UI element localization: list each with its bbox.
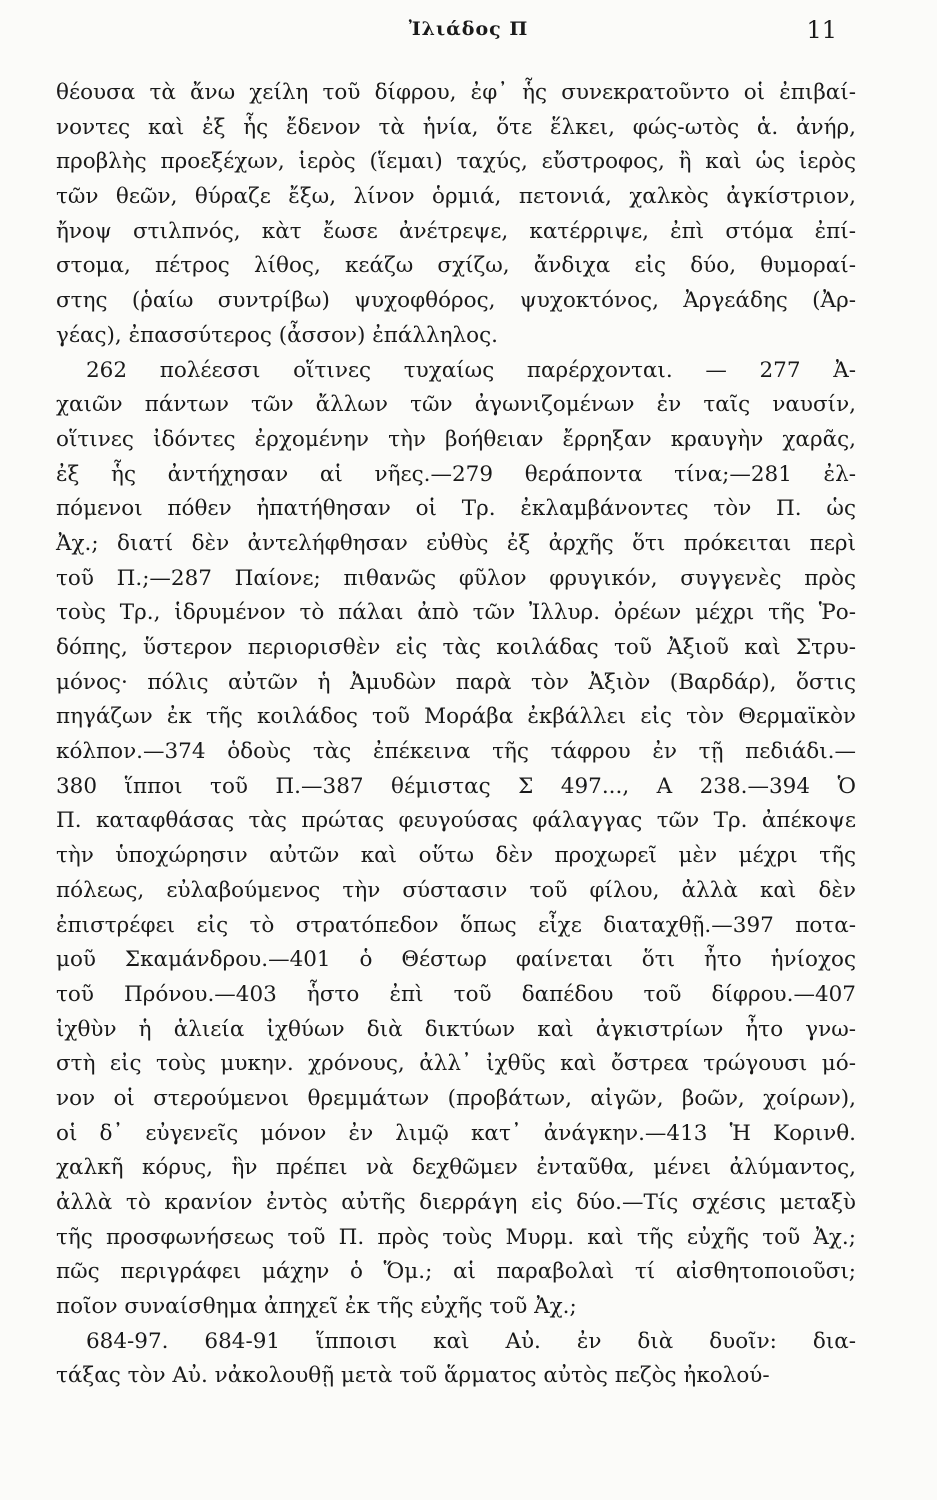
text-line: τοὺς Τρ., ἱδρυμένον τὸ πάλαι ἀπὸ τῶν Ἰλλυρ. ὀρέων μέχρι τῆς Ῥο- xyxy=(56,600,856,626)
text-line: ἐξ ἧς ἀντήχησαν αἱ νῆες.—279 θεράποντα τίνα;—281 ἐλ- xyxy=(56,461,856,487)
text-line: πῶς περιγράφει μάχην ὁ Ὅμ.; αἱ παραβολαὶ τί αἰσθητοποιοῦσι; xyxy=(56,1259,856,1285)
text-line: πόμενοι πόθεν ἠπατήθησαν οἱ Τρ. ἐκλαμβάνοντες τὸν Π. ὡς xyxy=(56,496,856,522)
text-line: θέουσα τὰ ἄνω χείλη τοῦ δίφρου, ἐφ᾽ ἧς συνεκρατοῦντο οἱ ἐπιβαί- xyxy=(56,80,856,105)
text-line: 684-97. 684-91 ἵπποισι καὶ Αὐ. ἐν διὰ δυοῖν: δια- xyxy=(86,1328,856,1354)
text-line: ἐπιστρέφει εἰς τὸ στρατόπεδον ὅπως εἶχε διαταχθῇ.—397 ποτα- xyxy=(56,912,856,938)
text-line: δόπης, ὕστερον περιορισθὲν εἰς τὰς κοιλάδας τοῦ Ἀξιοῦ καὶ Στρυ- xyxy=(56,635,856,660)
page-number: 11 xyxy=(806,16,837,44)
text-line: κόλπον.—374 ὁδοὺς τὰς ἐπέκεινα τῆς τάφρου ἐν τῇ πεδιάδι.— xyxy=(56,739,856,765)
text-line: Ἀχ.; διατί δὲν ἀντελήφθησαν εὐθὺς ἐξ ἀρχῆς ὅτι πρόκειται περὶ xyxy=(56,530,856,556)
text-line: οἱ δ᾽ εὐγενεῖς μόνον ἐν λιμῷ κατ᾽ ἀνάγκην.—413 Ἡ Κορινθ. xyxy=(56,1120,856,1146)
text-line: στομα, πέτρος λίθος, κεάζω σχίζω, ἄνδιχα εἰς δύο, θυμοραί- xyxy=(56,253,856,279)
text-line: πηγάζων ἐκ τῆς κοιλάδος τοῦ Μοράβα ἐκβάλλει εἰς τὸν Θερμαϊκὸν xyxy=(56,704,856,730)
text-line: στης (ῥαίω συντρίβω) ψυχοφθόρος, ψυχοκτόνος, Ἀργεάδης (Ἀρ- xyxy=(56,288,856,314)
text-line: νοντες καὶ ἐξ ἧς ἔδενον τὰ ἡνία, ὅτε ἕλκει, φώς-ωτὸς ἁ. ἀνήρ, xyxy=(56,114,856,140)
text-line: ἰχθὺν ἡ ἁλιεία ἰχθύων διὰ δικτύων καὶ ἀγκιστρίων ἦτο γνω- xyxy=(56,1016,856,1042)
text-line: Π. καταφθάσας τὰς πρώτας φευγούσας φάλαγγας τῶν Τρ. ἀπέκοψε xyxy=(56,808,856,834)
text-line: προβλὴς προεξέχων, ἱερὸς (ἵεμαι) ταχύς, εὔστροφος, ἢ καὶ ὡς ἱερὸς xyxy=(56,149,856,175)
text-line: στὴ εἰς τοὺς μυκην. χρόνους, ἀλλ᾽ ἰχθῦς καὶ ὄστρεα τρώγουσι μό- xyxy=(56,1051,856,1077)
text-line: τῶν θεῶν, θύραζε ἔξω, λίνον ὁρμιά, πετονιά, χαλκὸς ἀγκίστριον, xyxy=(56,184,856,210)
text-line: ἤνοψ στιλπνός, κὰτ ἔωσε ἀνέτρεψε, κατέρριψε, ἐπὶ στόμα ἐπί- xyxy=(56,218,856,244)
text-line: ἀλλὰ τὸ κρανίον ἐντὸς αὐτῆς διερράγη εἰς δύο.—Τίς σχέσις μεταξὺ xyxy=(56,1190,856,1215)
commentary-text xyxy=(56,76,856,1394)
text-line: τάξας τὸν Αὐ. νἀκολουθῇ μετὰ τοῦ ἅρματος αὐτὸς πεζὸς ἠκολού- xyxy=(56,1363,770,1389)
text-line: ποῖον συναίσθημα ἀπηχεῖ ἐκ τῆς εὐχῆς τοῦ Ἀχ.; xyxy=(56,1294,577,1320)
text-line: χαλκῆ κόρυς, ἣν πρέπει νὰ δεχθῶμεν ἐνταῦθα, μένει ἀλύμαντος, xyxy=(56,1155,856,1181)
text-line: πόλεως, εὐλαβούμενος τὴν σύστασιν τοῦ φίλου, ἀλλὰ καὶ δὲν xyxy=(56,877,856,903)
page-header xyxy=(0,18,937,48)
text-line: γέας), ἐπασσύτερος (ἆσσον) ἐπάλληλος. xyxy=(56,322,498,348)
text-line: 262 πολέεσσι οἵτινες τυχαίως παρέρχονται. — 277 Ἀ- xyxy=(86,357,856,383)
text-line: τῆς προσφωνήσεως τοῦ Π. πρὸς τοὺς Μυρμ. καὶ τῆς εὐχῆς τοῦ Ἀχ.; xyxy=(56,1224,856,1250)
text-line: νον οἱ στερούμενοι θρεμμάτων (προβάτων, αἰγῶν, βοῶν, χοίρων), xyxy=(56,1085,856,1111)
text-line: χαιῶν πάντων τῶν ἄλλων τῶν ἀγωνιζομένων ἐν ταῖς ναυσίν, xyxy=(56,392,856,418)
text-line: τοῦ Πρόνου.—403 ἧστο ἐπὶ τοῦ δαπέδου τοῦ δίφρου.—407 xyxy=(56,981,856,1007)
text-line: μόνος· πόλις αὐτῶν ἡ Ἀμυδὼν παρὰ τὸν Ἀξιὸν (Βαρδάρ), ὅστις xyxy=(56,669,856,695)
text-line: μοῦ Σκαμάνδρου.—401 ὁ Θέστωρ φαίνεται ὅτι ἦτο ἡνίοχος xyxy=(56,947,856,973)
text-line: οἵτινες ἰδόντες ἐρχομένην τὴν βοήθειαν ἔρρηξαν κραυγὴν χαρᾶς, xyxy=(56,426,856,452)
text-line: 380 ἵπποι τοῦ Π.—387 θέμιστας Σ 497..., Α 238.—394 Ὁ xyxy=(56,773,856,799)
text-line: τοῦ Π.;—287 Παίονε; πιθανῶς φῦλον φρυγικόν, συγγενὲς πρὸς xyxy=(56,565,856,591)
text-line: τὴν ὑποχώρησιν αὐτῶν καὶ οὕτω δὲν προχωρεῖ μὲν μέχρι τῆς xyxy=(56,843,856,869)
running-head: Ἰλιάδος Π xyxy=(408,18,529,40)
